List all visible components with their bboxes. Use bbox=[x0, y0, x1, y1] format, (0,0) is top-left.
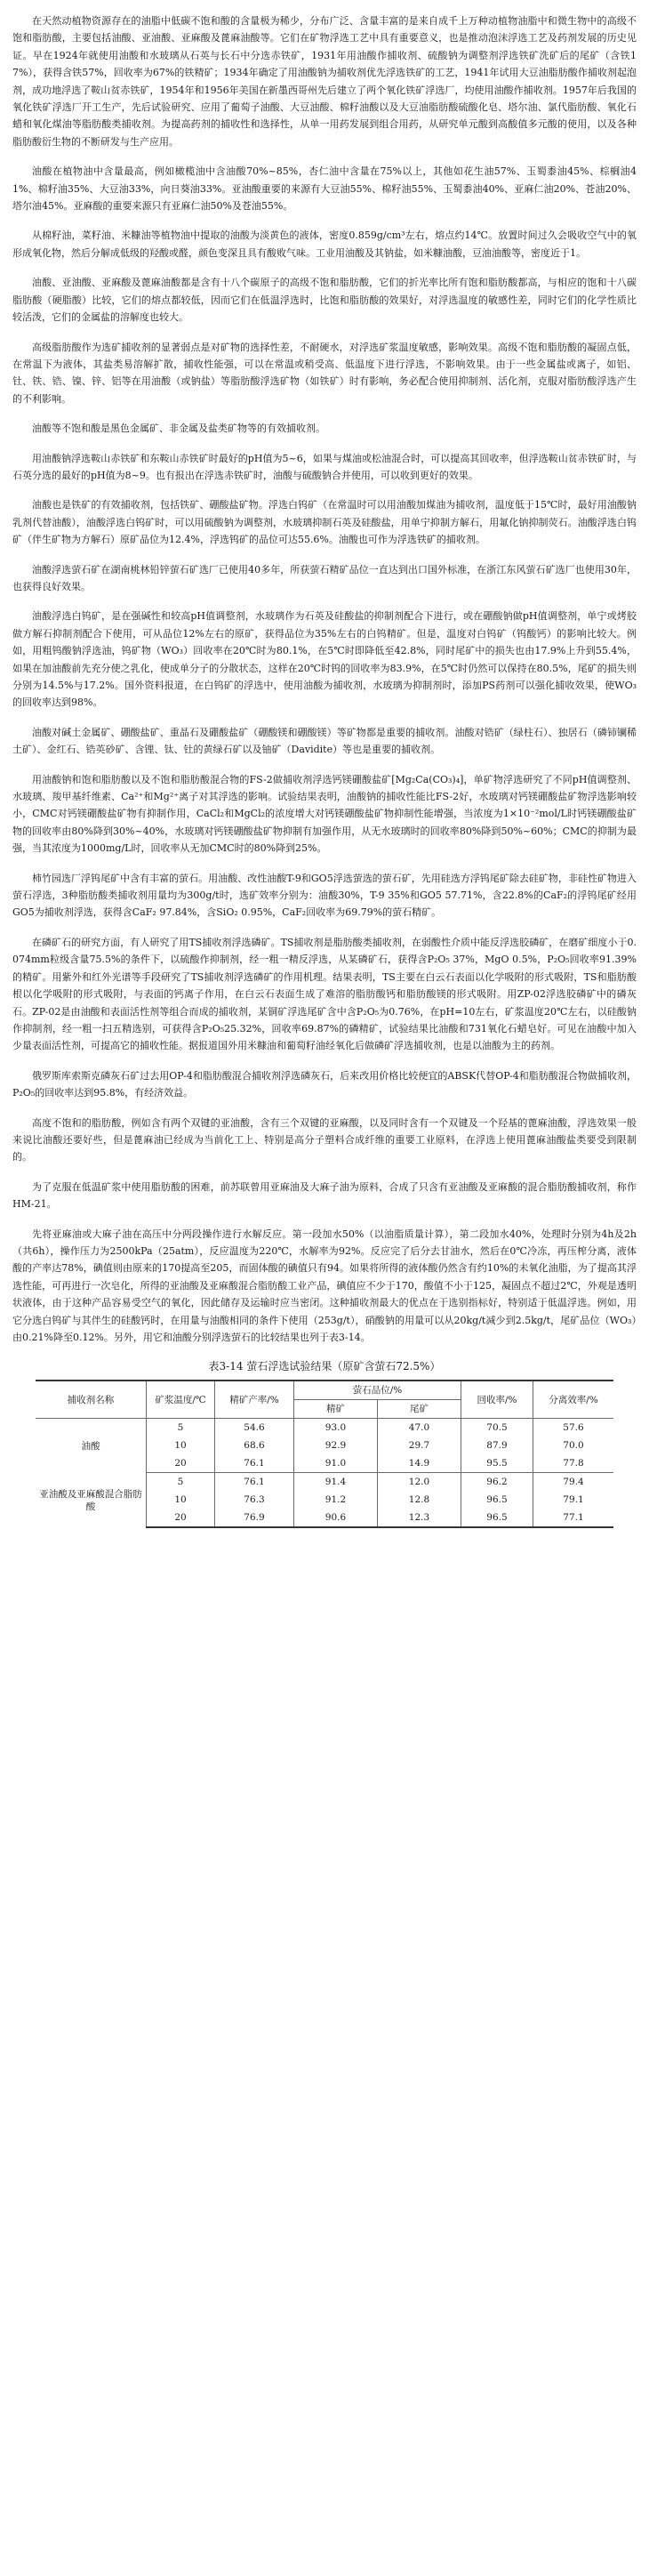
cell-grade-t: 14.9 bbox=[377, 1454, 461, 1473]
header-grade-tailings: 尾矿 bbox=[377, 1400, 461, 1419]
cell-grade-c: 90.6 bbox=[294, 1509, 378, 1527]
paragraph: 油酸浮选萤石矿在湖南桃林铅锌萤石矿选厂已使用40多年，所获萤石精矿品位一直达到出口国外标准，在浙江东风萤石矿选厂也使用30年，也获得良好效果。 bbox=[12, 563, 637, 592]
paragraph: 油酸浮选白钨矿，是在强碱性和较高pH值调整剂，水玻璃作为石英及硅酸盐的抑制剂配合下进行，或在硼酸钠做pH值调整剂，单宁或烤胶做方解石抑制剂配合下使用，可从品位12%左右的原矿，获得品位为35%左右的白钨精矿。但是，温度对白钨矿（钨酸钙）的影响比较大。例如，用粗钨酸钠浮选油，钨矿物（WO₃）回收率在20℃时为80.1%，在5℃时即降低至42.8%，同时尾矿中的损失也由17.9%上升到55.4%，如果在加油酸前先充分使之乳化，使成单分子的分散状态，这样在20℃时钨的回收率为83.9%，在5℃时仍然可以保持在80.5%，尾矿的损失则分别为14.5%与17.2%。国外资料报道，在白钨矿的浮选中，使用油酸为捕收剂，水玻璃为抑制剂时，添加PS药剂可以强化捕收效果，使WO₃的回收率达到98%。 bbox=[12, 610, 637, 709]
paragraph: 用油酸钠浮选鞍山赤铁矿和东鞍山赤铁矿时最好的pH值为5~6，如果与煤油或松油混合时，可以提高其回收率，但浮选鞍山贫赤铁矿时，与石英分选的最好的pH值为8~9。也有报出在浮选赤铁矿时，油酸与硫酸钠合并使用，可以收到更好的效果。 bbox=[12, 452, 637, 481]
paragraph: 在磷矿石的研究方面，有人研究了用TS捕收剂浮选磷矿。TS捕收剂是脂肪酸类捕收剂，在弱酸性介质中能反浮选胶磷矿，在磨矿细度小于0.074mm粒级含量75.5%的条件下，以硫酸作抑制剂，经一粗一精反浮选，从某磷矿石，获得含P₂O₅ 37%，MgO 0.5%，P₂O₅回收率91.39%的精矿。用紫外和红外光谱等手段研究了TS捕收剂浮选磷矿的作用机理。结果表明，TS主要在白云石表面以化学吸附的形式吸附，TS和脂肪酸根以化学吸附的形式吸附，与表面的钙离子作用，在白云石表面生成了难溶的脂肪酸钙和脂肪酸镁的形式吸附。用ZP-02浮选胶磷矿中的磷灰石。ZP-02是由油酸和表面活性剂等组合而成的捕收剂，某铜矿浮选尾矿含中含P₂O₅为0.76%，在pH=10左右，矿浆温度20℃左右，以硅酸钠作抑制剂，经一粗一扫五精选别，可获得含P₂O₅25.32%，回收率69.87%的磷精矿，试验结果比油酸和731氧化石蜡皂好。可见在油酸中加入少量表面活性剂，可提高它的捕收性能。据报道国外用米糠油和葡萄籽油经氧化后做磷矿浮选捕收剂，也是以油酸为主的药剂。 bbox=[12, 936, 637, 1052]
paragraph: 高度不饱和的脂肪酸，例如含有两个双键的亚油酸，含有三个双键的亚麻酸，以及同时含有一个双键及一个羟基的蓖麻油酸，浮选效果一般来说比油酸还要好些，但是蓖麻油已经成为当前化工上、特别是高分子塑料合成纤维的重要工业原料，在浮选上使用蓖麻油酸盐类要受到限制的。 bbox=[12, 1116, 637, 1163]
table-title: 表3-14 萤石浮选试验结果（原矿含萤石72.5%） bbox=[208, 1360, 441, 1373]
fluorite-flotation-table bbox=[36, 1380, 613, 1528]
cell-grade-c: 91.4 bbox=[294, 1473, 378, 1492]
header-temperature: 矿浆温度/℃ bbox=[147, 1381, 215, 1419]
cell-grade-t: 12.3 bbox=[377, 1509, 461, 1527]
text-body bbox=[12, 12, 637, 1346]
cell-efficiency: 79.4 bbox=[533, 1473, 614, 1492]
cell-recovery: 96.2 bbox=[461, 1473, 533, 1492]
cell-yield: 76.9 bbox=[215, 1509, 294, 1527]
cell-yield: 68.6 bbox=[215, 1437, 294, 1454]
table-body bbox=[36, 1419, 613, 1528]
header-recovery: 回收率/% bbox=[461, 1381, 533, 1419]
paragraph: 油酸、亚油酸、亚麻酸及蓖麻油酸都是含有十八个碳原子的高级不饱和脂肪酸，它们的折光率比所有饱和脂肪酸都高，与相应的饱和十八碳脂肪酸（硬脂酸）比较，它们的熔点都较低，因而它们在低温浮选时，比饱和脂肪酸的效果好，对浮选温度的敏感性差，同时它们的化学性质比较活泼，它们的金属盐的溶解度也较大。 bbox=[12, 277, 637, 324]
paragraph: 高级脂肪酸作为选矿捕收剂的显著弱点是对矿物的选择性差，不耐硬水，对浮选矿浆温度敏感，影响效果。高级不饱和脂肪酸的凝固点低，在常温下为液体，其盐类易溶解扩散，捕收性能强，可以在常温或稍受高、低温度下进行浮选，不影响效果。由于一些金属盐或离子，如铝、钍、铁、锆、镍、锌、铝等在用油酸（或钠盐）等脂肪酸浮选矿物（如铁矿）时有影响，务必配合使用抑制剂、活化剂，克服对脂肪酸浮选产生的不利影响。 bbox=[12, 341, 637, 405]
paragraph: 先将亚麻油或大麻子油在高压中分两段操作进行水解反应。第一段加水50%（以油脂质量计算），第二段加水40%，处理时分别为4h及2h（共6h），操作压力为2500kPa（25atm），反应温度为220℃，水解率为92%。反应完了后分去甘油水，然后在0℃冷冻，再压榨分离，液体酸的产率达78%，碘值则由原来的170提高至205，而固体酸的碘值只有94。如果将所得的液体酸仍然含有约10%的未氧化油脂，为了提高其浮选性能，可再进行一次皂化，所得的亚油酸及亚麻酸混合脂肪酸工业产品，碘值应不少于170，酸值不小于125，凝固点不超过2℃，外观是透明状液体，由于这种产品容易受空气的氧化，因此储存及运输时应当密闭。这种捕收剂最大的优点在于选别指标好，特别适于低温浮选。例如，用它分选白钨矿与其伴生的硅酸钙时，在用量与油酸相同的条件下使用（253g/t），硝酸钠的用量可以从20kg/t减少到2.5kg/t，尾矿品位（WO₃）由0.21%降至0.12%。另外，用它和油酸分别浮选萤石的比较结果也列于表3-14。 bbox=[12, 1228, 637, 1343]
cell-grade-t: 47.0 bbox=[377, 1419, 461, 1437]
cell-efficiency: 77.8 bbox=[533, 1454, 614, 1473]
cell-recovery: 87.9 bbox=[461, 1437, 533, 1454]
table-row bbox=[36, 1473, 613, 1492]
cell-temp: 5 bbox=[147, 1473, 215, 1492]
paragraph: 油酸在植物油中含量最高，例如橄榄油中含油酸70%~85%，杏仁油中含量在75%以上，其他如花生油57%、玉蜀黍油45%、棕榈油41%、棉籽油35%、大豆油33%，向日葵油33%。亚油酸重要的来源有大豆油55%、棉籽油55%、玉蜀黍油40%、亚麻仁油20%、苍油20%、塔尔油45%。亚麻酸的重要来源只有亚麻仁油50%及苍油55%。 bbox=[12, 165, 637, 213]
header-separation-efficiency: 分离效率/% bbox=[533, 1381, 614, 1419]
collector-name-cell: 亚油酸及亚麻酸混合脂肪酸 bbox=[36, 1473, 147, 1528]
paragraph: 油酸等不饱和酸是黑色金属矿、非金属及盐类矿物等的有效捕收剂。 bbox=[32, 423, 325, 435]
cell-efficiency: 57.6 bbox=[533, 1419, 614, 1437]
cell-temp: 10 bbox=[147, 1491, 215, 1509]
cell-grade-c: 93.0 bbox=[294, 1419, 378, 1437]
header-grade-group: 萤石品位/% bbox=[294, 1381, 461, 1400]
cell-yield: 76.3 bbox=[215, 1491, 294, 1509]
cell-yield: 76.1 bbox=[215, 1473, 294, 1492]
cell-temp: 20 bbox=[147, 1454, 215, 1473]
cell-grade-t: 12.8 bbox=[377, 1491, 461, 1509]
cell-yield: 54.6 bbox=[215, 1419, 294, 1437]
cell-temp: 20 bbox=[147, 1509, 215, 1527]
cell-efficiency: 70.0 bbox=[533, 1437, 614, 1454]
cell-temp: 10 bbox=[147, 1437, 215, 1454]
paragraph: 在天然动植物资源存在的油脂中低碳不饱和酸的含量极为稀少，分布广泛、含量丰富的是来自成千上万种动植物油脂中和微生物中的高级不饱和脂肪酸，主要包括油酸、亚油酸、亚麻酸及蓖麻油酸等。它们在矿物浮选工艺中具有重要意义，也是推动泡沫浮选工艺及药剂发展的历史见证。早在1924年就使用油酸和水玻璃从石英与长石中分选赤铁矿，1931年用油酸作捕收剂、硫酸钠为调整剂浮选铁矿洗矿后的尾矿（含铁17%），获得含铁57%，回收率为67%的铁精矿；1934年确定了用油酸钠为捕收剂优先浮选铁矿的工艺，1941年试用大豆油脂肪酸作捕收剂起泡剂，成功地浮选了鞍山贫赤铁矿，1954年和1956年美国在新墨西哥州先后建立了两个氧化铁矿浮选厂，均使用油酸作捕收剂。1957年后我国的氧化铁矿浮选厂开工生产，先后试验研究、应用了葡萄子油酸、大豆油酸、棉籽油酸以及大豆油脂肪酸硫酸化皂、塔尔油、氯代脂肪酸、氧化石蜡和氧化煤油等脂肪酸类捕收剂。为提高药剂的捕收性和选择性，从单一用药发展到组合用药，从研究单元酸到高酸值多元酸的使用，以及各种脂肪酸衍生物的不断研发与生产应用。 bbox=[12, 15, 637, 148]
header-collector: 捕收剂名称 bbox=[36, 1381, 147, 1419]
header-grade-concentrate: 精矿 bbox=[294, 1400, 378, 1419]
cell-yield: 76.1 bbox=[215, 1454, 294, 1473]
cell-recovery: 95.5 bbox=[461, 1454, 533, 1473]
cell-grade-c: 92.9 bbox=[294, 1437, 378, 1454]
paragraph: 用油酸钠和饱和脂肪酸以及不饱和脂肪酸混合物的FS-2做捕收剂浮选钙镁硼酸盐矿[Mg₂Ca(CO₃)₄]，单矿物浮选研究了不同pH值调整剂、水玻璃、羧甲基纤维素、Ca²⁺和Mg²⁺离子对其浮选的影响。试验结果表明，油酸钠的捕收性能比FS-2好，水玻璃对钙镁硼酸盐矿物浮选影响较小，CMC对钙镁硼酸盐矿物有抑制作用，CaCl₂和MgCl₂的浓度增大对钙镁硼酸盐矿物抑制性能增强，当浓度为1×10⁻²mol/L时钙镁硼酸盐矿物的回收率由80%降到30%~40%，水玻璃对钙镁硼酸盐矿物抑制有加强作用，从无水玻璃时的回收率80%降到50%~60%；CMC的抑制为最强，当其浓度为1000mg/L时，回收率从无加CMC时的80%降到25%。 bbox=[12, 773, 637, 855]
paragraph: 俄罗斯库索斯克磷灰石矿过去用OP-4和脂肪酸混合捕收剂浮选磷灰石，后来改用价格比较便宜的ABSK代替OP-4和脂肪酸混合物做捕收剂，P₂O₅的回收率达到95.8%，有经济效益。 bbox=[12, 1069, 637, 1099]
paragraph: 油酸也是铁矿的有效捕收剂，包括铁矿、硼酸盐矿物。浮选白钨矿（在常温时可以用油酸加煤油为捕收剂，温度低于15℃时，最好用油酸钠乳剂代替油酸），油酸浮选白钨矿时，可以用硫酸钠为调整剂，水玻璃抑制石英及硅酸盐，用单宁抑制方解石，用氟化钠抑制荧石。油酸浮选白钨矿（伴生矿物为方解石）原矿品位为12.4%，浮选钨矿的品位可达55.6%。油酸也可作为浮选铁矿的捕收剂。 bbox=[12, 499, 637, 546]
header-concentrate-yield: 精矿产率/% bbox=[215, 1381, 294, 1419]
paragraph: 油酸对碱土金属矿、硼酸盐矿、重晶石及硼酸盐矿（硼酸镁和硼酸镁）等矿物都是重要的捕收剂。油酸对锆矿（绿柱石）、独居石（磷铈镧稀土矿）、金红石、锆英砂矿、含锂、钛、钍的黄绿石矿以及铀矿（Davidite）等也是重要的捕收剂。 bbox=[12, 726, 637, 756]
paragraph: 柿竹园选厂浮钨尾矿中含有丰富的萤石。用油酸、改性油酸T-9和GO5浮选萤选的萤石矿，先用硅选方浮钨尾矿除去硅矿物，非硅性矿物进入萤石浮选，3种脂肪酸类捕收剂用量均为300g/t时，选矿效率分别为：油酸30%，T-9 35%和GO5 57.71%，含22.8%的CaF₂的浮钨尾矿经用GO5为捕收剂浮选，获得含CaF₂ 97.84%，含SiO₂ 0.95%，CaF₂回收率为69.79%的萤石精矿。 bbox=[12, 872, 637, 919]
paragraph: 从棉籽油，菜籽油、米糠油等植物油中提取的油酸为淡黄色的液体，密度0.859g/cm³左右，熔点约14℃。放置时间过久会吸收空气中的氧形成氧化物，然后分解成低级的羟酸或醛，颜色变深且具有酸败气味。工业用油酸及其钠盐，如米糠油酸，豆油油酸等，密度近于1。 bbox=[12, 229, 637, 259]
cell-recovery: 70.5 bbox=[461, 1419, 533, 1437]
cell-efficiency: 77.1 bbox=[533, 1509, 614, 1527]
cell-grade-c: 91.0 bbox=[294, 1454, 378, 1473]
collector-name-cell: 油酸 bbox=[36, 1419, 147, 1473]
table-row bbox=[36, 1419, 613, 1437]
paragraph: 为了克服在低温矿浆中使用脂肪酸的困难，前苏联曾用亚麻油及大麻子油为原料，合成了只含有亚油酸及亚麻酸的混合脂肪酸捕收剂，称作HM-21。 bbox=[12, 1180, 637, 1211]
cell-recovery: 96.5 bbox=[461, 1491, 533, 1509]
cell-efficiency: 79.1 bbox=[533, 1491, 614, 1509]
cell-temp: 5 bbox=[147, 1419, 215, 1437]
cell-grade-t: 29.7 bbox=[377, 1437, 461, 1454]
cell-grade-c: 91.2 bbox=[294, 1491, 378, 1509]
cell-recovery: 96.5 bbox=[461, 1509, 533, 1527]
cell-grade-t: 12.0 bbox=[377, 1473, 461, 1492]
